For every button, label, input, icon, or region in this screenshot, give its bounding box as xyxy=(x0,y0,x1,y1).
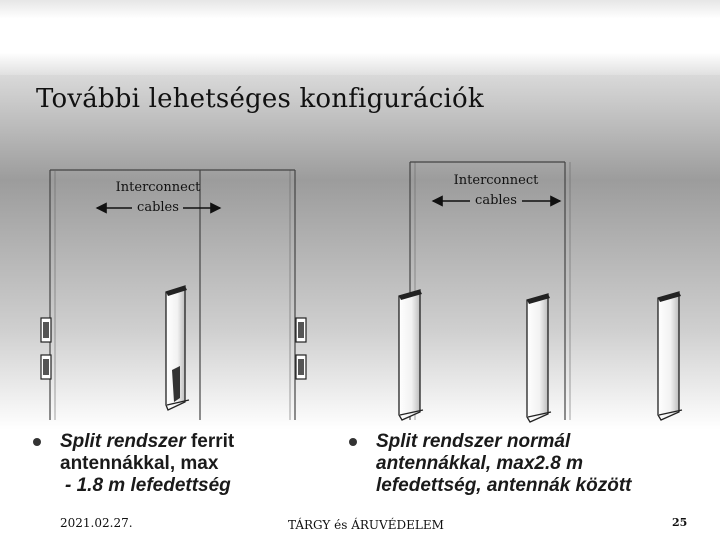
left-pedestal-antenna xyxy=(166,286,189,410)
right-pedestal-antenna-3 xyxy=(658,292,682,420)
left-interconnect-line1: Interconnect xyxy=(115,180,201,195)
right-interconnect-line2: cables xyxy=(475,193,517,208)
right-bullet-line2: antennákkal, max2.8 m xyxy=(376,453,583,474)
footer-date: 2021.02.27. xyxy=(60,516,133,530)
left-ferrite-antenna-1 xyxy=(41,318,51,342)
left-bullet-emphasis: Split rendszer xyxy=(60,431,186,452)
left-interconnect-label xyxy=(103,178,213,218)
left-interconnect-line2: cables xyxy=(137,200,179,215)
right-bullet-line3: lefedettség, antennák között xyxy=(376,475,632,496)
slide-title: További lehetséges konfigurációk xyxy=(36,84,484,114)
footer-title: TÁRGY és ÁRUVÉDELEM xyxy=(288,518,444,532)
right-interconnect-line1: Interconnect xyxy=(453,173,539,188)
right-pedestal-antenna-2 xyxy=(527,294,551,422)
right-interconnect-label xyxy=(441,171,551,211)
left-bullet-line2: antennákkal, max xyxy=(60,453,219,474)
right-ferrite-antenna-1 xyxy=(296,318,306,342)
right-bullet-dot xyxy=(349,438,357,446)
left-ferrite-antenna-2 xyxy=(41,355,51,379)
left-bullet-line3: - 1.8 m lefedettség xyxy=(65,475,231,496)
right-ferrite-antenna-2 xyxy=(296,355,306,379)
left-bullet-dot xyxy=(33,438,41,446)
right-bullet-line1: Split rendszer normál xyxy=(376,431,571,452)
footer-page-number: 25 xyxy=(672,516,688,529)
left-bullet-text xyxy=(60,431,290,497)
left-bullet-line1-rest: ferrit xyxy=(185,431,235,452)
right-pedestal-antenna-1 xyxy=(399,290,423,420)
right-bullet-text xyxy=(376,431,706,497)
